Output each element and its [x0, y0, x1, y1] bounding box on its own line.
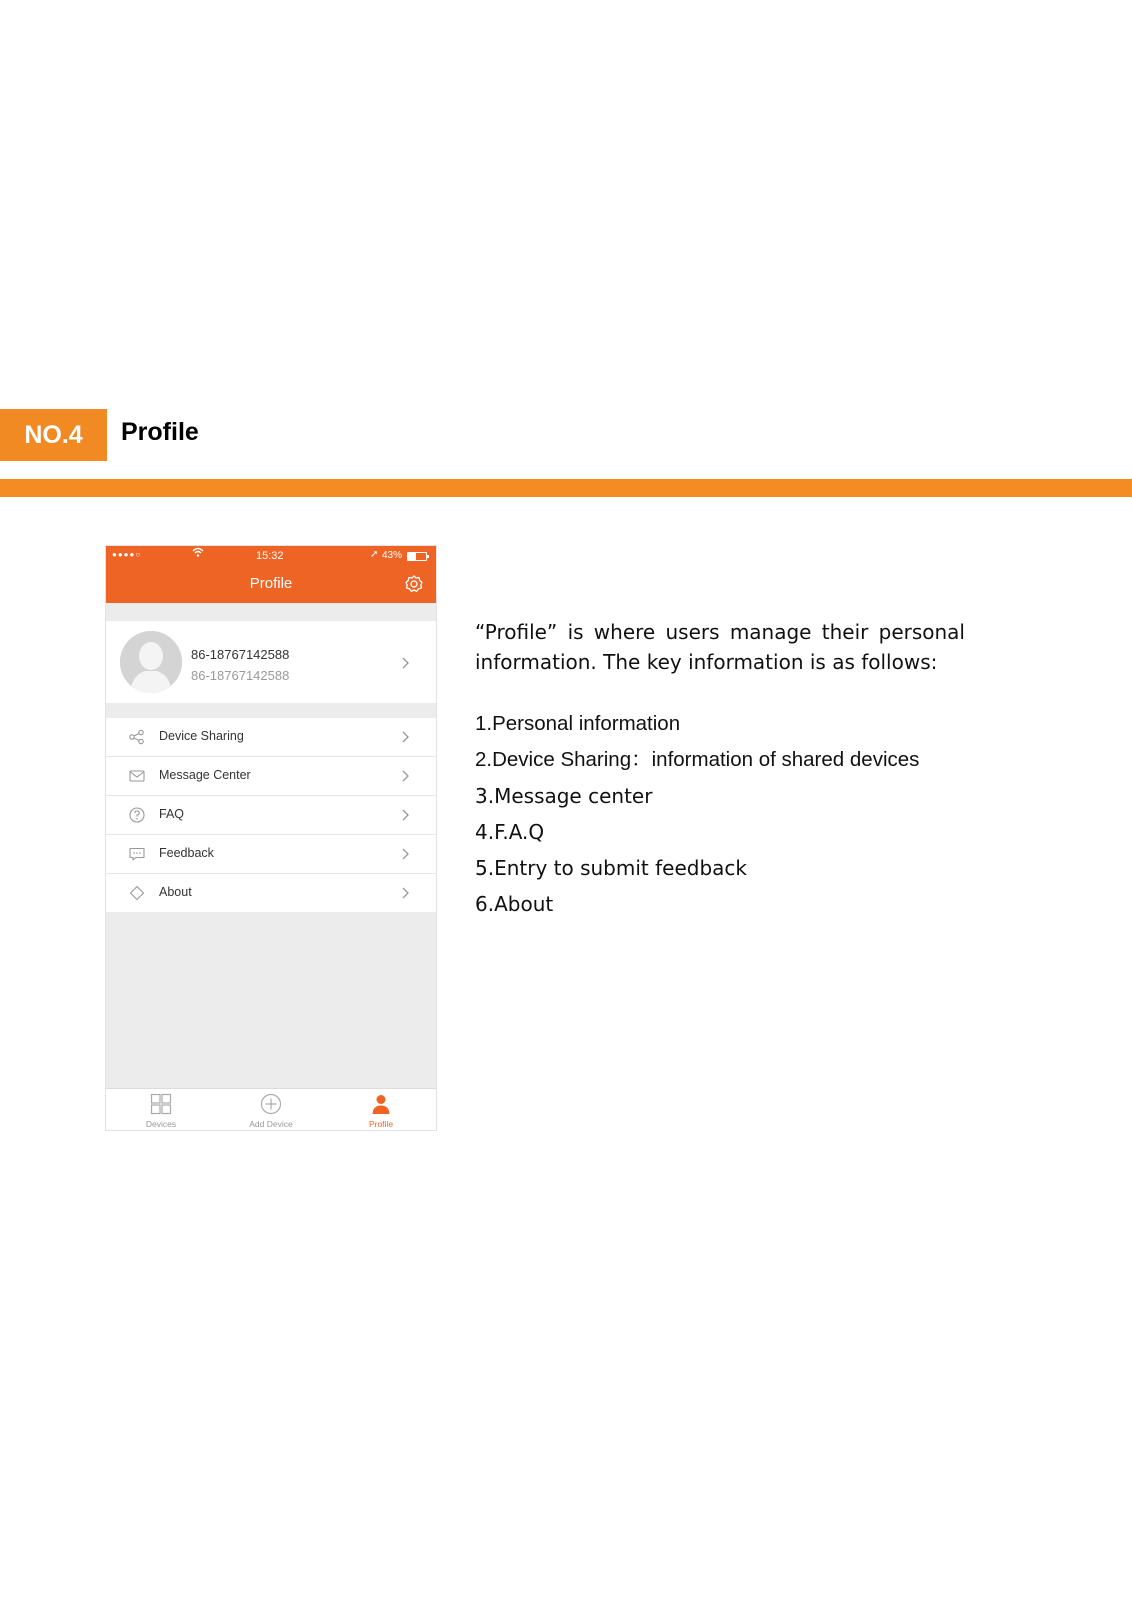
feature-list	[475, 707, 1035, 923]
gear-icon[interactable]	[404, 574, 424, 594]
menu-item-label: About	[159, 885, 192, 899]
tab-add-device[interactable]	[216, 1089, 326, 1130]
profile-description: “Profile” is where users manage their personal information. The key information is as follows:	[475, 620, 965, 674]
profile-menu	[106, 718, 436, 912]
location-arrow-icon: ➚	[370, 549, 379, 560]
menu-item-feedback[interactable]	[106, 835, 436, 874]
signal-indicator: ●●●●○	[112, 550, 142, 559]
chevron-right-icon	[400, 656, 412, 670]
chevron-right-icon	[400, 886, 412, 900]
battery-icon	[407, 552, 427, 561]
menu-item-device-sharing[interactable]	[106, 718, 436, 757]
menu-item-faq[interactable]	[106, 796, 436, 835]
app-header	[106, 546, 436, 603]
tab-label: Add Device	[249, 1119, 293, 1129]
menu-item-label: Message Center	[159, 768, 251, 782]
status-time: 15:32	[256, 550, 284, 562]
app-screenshot	[106, 546, 436, 1130]
user-phone: 86-18767142588	[191, 647, 290, 662]
chevron-right-icon	[400, 769, 412, 783]
tab-label: Profile	[368, 1119, 394, 1129]
chevron-right-icon	[400, 847, 412, 861]
menu-item-about[interactable]	[106, 874, 436, 912]
list-item: 2.Device Sharing：information of shared devices	[475, 748, 920, 771]
plus-circle-icon	[260, 1093, 282, 1115]
chevron-right-icon	[400, 730, 412, 744]
chat-icon	[128, 846, 146, 862]
tab-devices[interactable]	[106, 1089, 216, 1130]
section-title: Profile	[121, 418, 199, 446]
list-item: 5.Entry to submit feedback	[475, 856, 747, 880]
section-divider	[0, 479, 1132, 497]
diamond-icon	[128, 885, 146, 901]
battery-percent: 43%	[382, 550, 403, 561]
question-icon	[128, 807, 146, 823]
user-account: 86-18767142588	[191, 668, 290, 683]
list-item: 1.Personal information	[475, 712, 681, 735]
person-icon	[370, 1093, 392, 1115]
menu-item-message-center[interactable]	[106, 757, 436, 796]
list-item: 4.F.A.Q	[475, 820, 545, 844]
mail-icon	[128, 768, 146, 784]
tab-bar	[106, 1088, 436, 1130]
share-icon	[128, 729, 146, 745]
tab-label: Devices	[145, 1119, 177, 1129]
app-title: Profile	[249, 575, 293, 592]
status-bar	[106, 548, 436, 564]
tab-profile[interactable]	[326, 1089, 436, 1130]
wifi-icon	[192, 547, 204, 560]
chevron-right-icon	[400, 808, 412, 822]
grid-icon	[150, 1093, 172, 1115]
menu-item-label: FAQ	[159, 807, 185, 821]
menu-item-label: Feedback	[159, 846, 214, 860]
list-item: 3.Message center	[475, 784, 653, 808]
avatar	[120, 631, 182, 693]
section-number-badge: NO.4	[0, 409, 107, 461]
menu-item-label: Device Sharing	[159, 729, 244, 743]
profile-card[interactable]	[106, 621, 436, 703]
list-item: 6.About	[475, 892, 554, 916]
